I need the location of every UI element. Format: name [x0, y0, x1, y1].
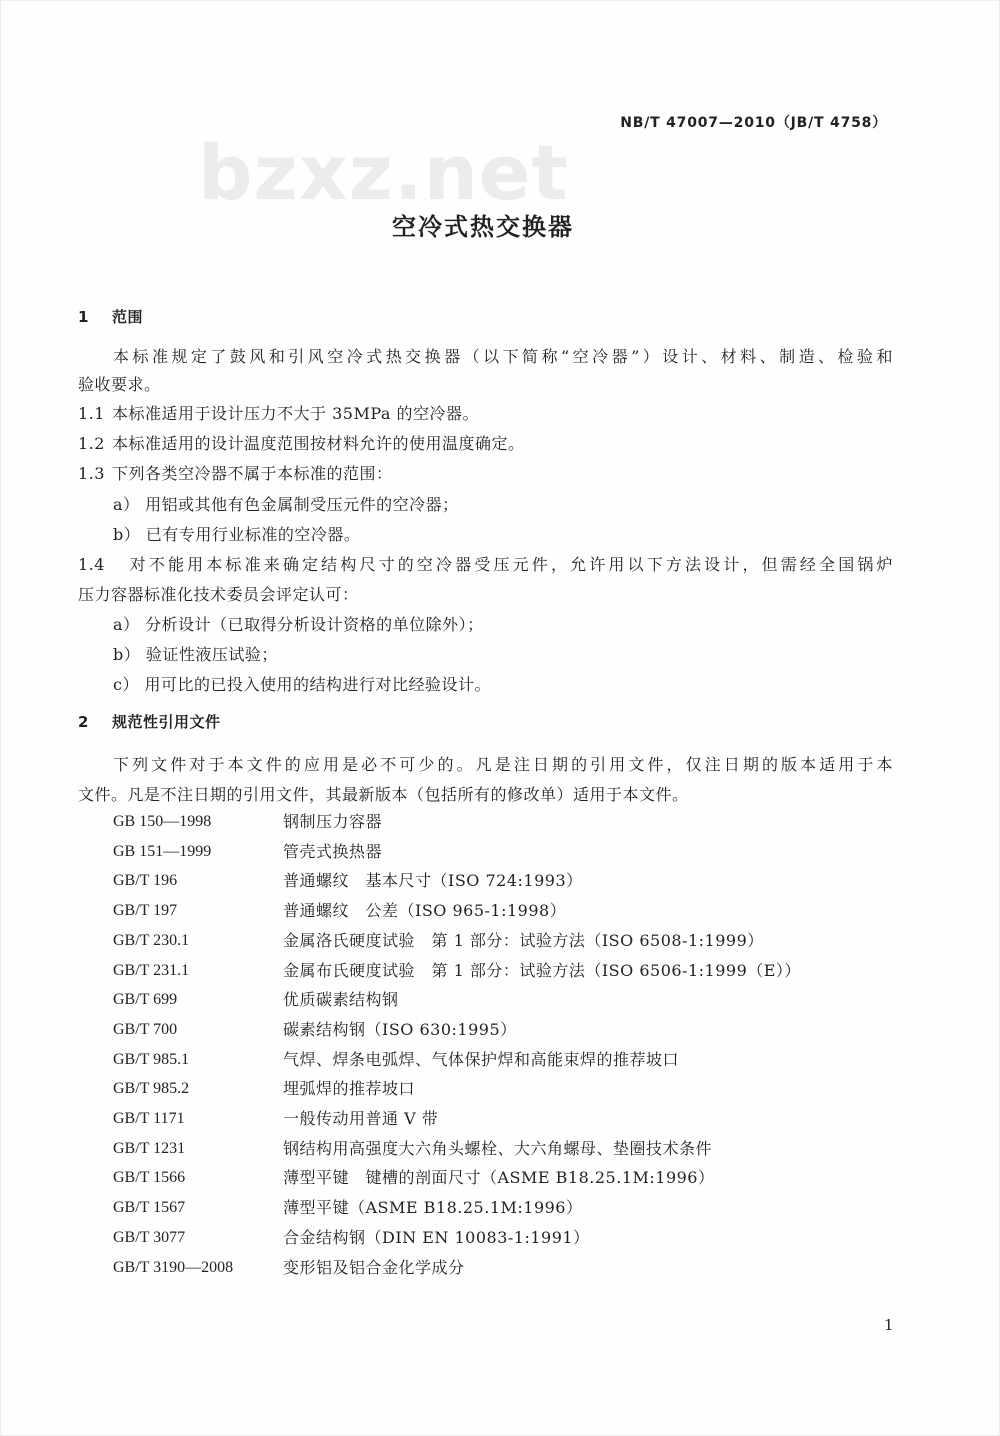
section-2-heading	[78, 712, 221, 732]
reference-code: GB/T 985.2	[113, 1080, 190, 1098]
reference-title: 一般传动用普通 V 带	[283, 1109, 439, 1128]
clause-number: 1.4	[78, 555, 105, 574]
section-number: 1	[78, 308, 89, 326]
clause-1-2	[78, 434, 525, 454]
reference-title: 变形铝及铝合金化学成分	[283, 1257, 465, 1277]
clause-1-1	[78, 404, 479, 424]
reference-code: GB/T 196	[113, 872, 178, 890]
reference-code: GB/T 985.1	[113, 1050, 190, 1068]
clause-text: 对不能用本标准来确定结构尺寸的空冷器受压元件，允许用以下方法设计，但需经全国锅炉	[129, 555, 893, 574]
reference-title: 薄型平键（ASME B18.25.1M:1996）	[283, 1198, 583, 1218]
list-item: b） 已有专用行业标准的空冷器。	[113, 525, 361, 544]
reference-code: GB/T 1566	[113, 1169, 186, 1187]
section-number: 2	[78, 713, 89, 731]
paragraph-line: 文件。凡是不注日期的引用文件，其最新版本（包括所有的修改单）适用于本文件。	[78, 785, 689, 804]
document-title: 空冷式热交换器	[392, 213, 574, 241]
reference-title: 埋弧焊的推荐坡口	[283, 1079, 416, 1099]
paragraph-line: 下列文件对于本文件的应用是必不可少的。凡是注日期的引用文件，仅注日期的版本适用于本	[113, 755, 893, 774]
reference-title: 气焊、焊条电弧焊、气体保护焊和高能束焊的推荐坡口	[283, 1049, 680, 1069]
reference-title: 金属洛氏硬度试验 第 1 部分：试验方法（ISO 6508-1:1999）	[283, 930, 764, 950]
reference-title: 薄型平键 键槽的剖面尺寸（ASME B18.25.1M:1996）	[283, 1168, 715, 1188]
reference-code: GB/T 3190—2008	[113, 1258, 234, 1276]
reference-code: GB/T 700	[113, 1020, 178, 1038]
clause-text: 下列各类空冷器不属于本标准的范围：	[112, 464, 393, 483]
clause-number: 1.3	[78, 464, 105, 483]
clause-1-4	[78, 555, 893, 575]
clause-1-3	[78, 464, 393, 484]
reference-code: GB/T 1231	[113, 1139, 186, 1157]
standard-number: NB/T 47007—2010（JB/T 4758）	[620, 115, 887, 131]
reference-title: 普通螺纹 公差（ISO 965-1:1998）	[283, 901, 567, 921]
list-item: a） 用铝或其他有色金属制受压元件的空冷器；	[113, 495, 459, 514]
reference-code: GB 151—1999	[113, 842, 212, 860]
reference-code: GB 150—1998	[113, 813, 212, 830]
list-item: c） 用可比的已投入使用的结构进行对比经验设计。	[113, 675, 492, 694]
reference-title: 优质碳素结构钢	[283, 990, 399, 1010]
page-number: 1	[884, 1316, 894, 1334]
clause-number: 1.1	[78, 404, 105, 423]
reference-title: 管壳式换热器	[283, 841, 383, 861]
reference-code: GB/T 699	[113, 991, 178, 1009]
section-title: 规范性引用文件	[112, 713, 221, 731]
clause-number: 1.2	[78, 434, 105, 453]
list-item: b） 验证性液压试验；	[113, 645, 278, 664]
section-1-heading	[78, 307, 143, 327]
clause-text: 本标准适用于设计压力不大于 35MPa 的空冷器。	[112, 404, 480, 423]
reference-title: 普通螺纹 基本尺寸（ISO 724:1993）	[283, 871, 583, 891]
reference-title: 钢结构用高强度大六角头螺栓、大六角螺母、垫圈技术条件	[283, 1138, 713, 1158]
paragraph-line: 压力容器标准化技术委员会评定认可：	[78, 585, 359, 604]
reference-code: GB/T 1567	[113, 1199, 186, 1217]
list-item: a） 分析设计（已取得分析设计资格的单位除外）；	[113, 615, 484, 634]
reference-code: GB/T 1171	[113, 1110, 185, 1127]
reference-title: 金属布氏硬度试验 第 1 部分：试验方法（ISO 6506-1:1999（E））	[283, 960, 801, 980]
clause-text: 本标准适用的设计温度范围按材料允许的使用温度确定。	[112, 434, 525, 453]
reference-title: 碳素结构钢（ISO 630:1995）	[283, 1019, 517, 1039]
reference-code: GB/T 3077	[113, 1228, 186, 1246]
paragraph-line: 本标准规定了鼓风和引风空冷式热交换器（以下简称“空冷器”）设计、材料、制造、检验和	[113, 347, 893, 366]
reference-code: GB/T 231.1	[113, 961, 190, 979]
reference-title: 钢制压力容器	[283, 812, 383, 831]
watermark: bzxz.net	[198, 128, 569, 217]
reference-code: GB/T 197	[113, 902, 178, 920]
section-title: 范围	[112, 308, 144, 326]
paragraph-line: 验收要求。	[78, 375, 161, 394]
reference-title: 合金结构钢（DIN EN 10083-1:1991）	[283, 1227, 590, 1247]
reference-code: GB/T 230.1	[113, 931, 190, 949]
